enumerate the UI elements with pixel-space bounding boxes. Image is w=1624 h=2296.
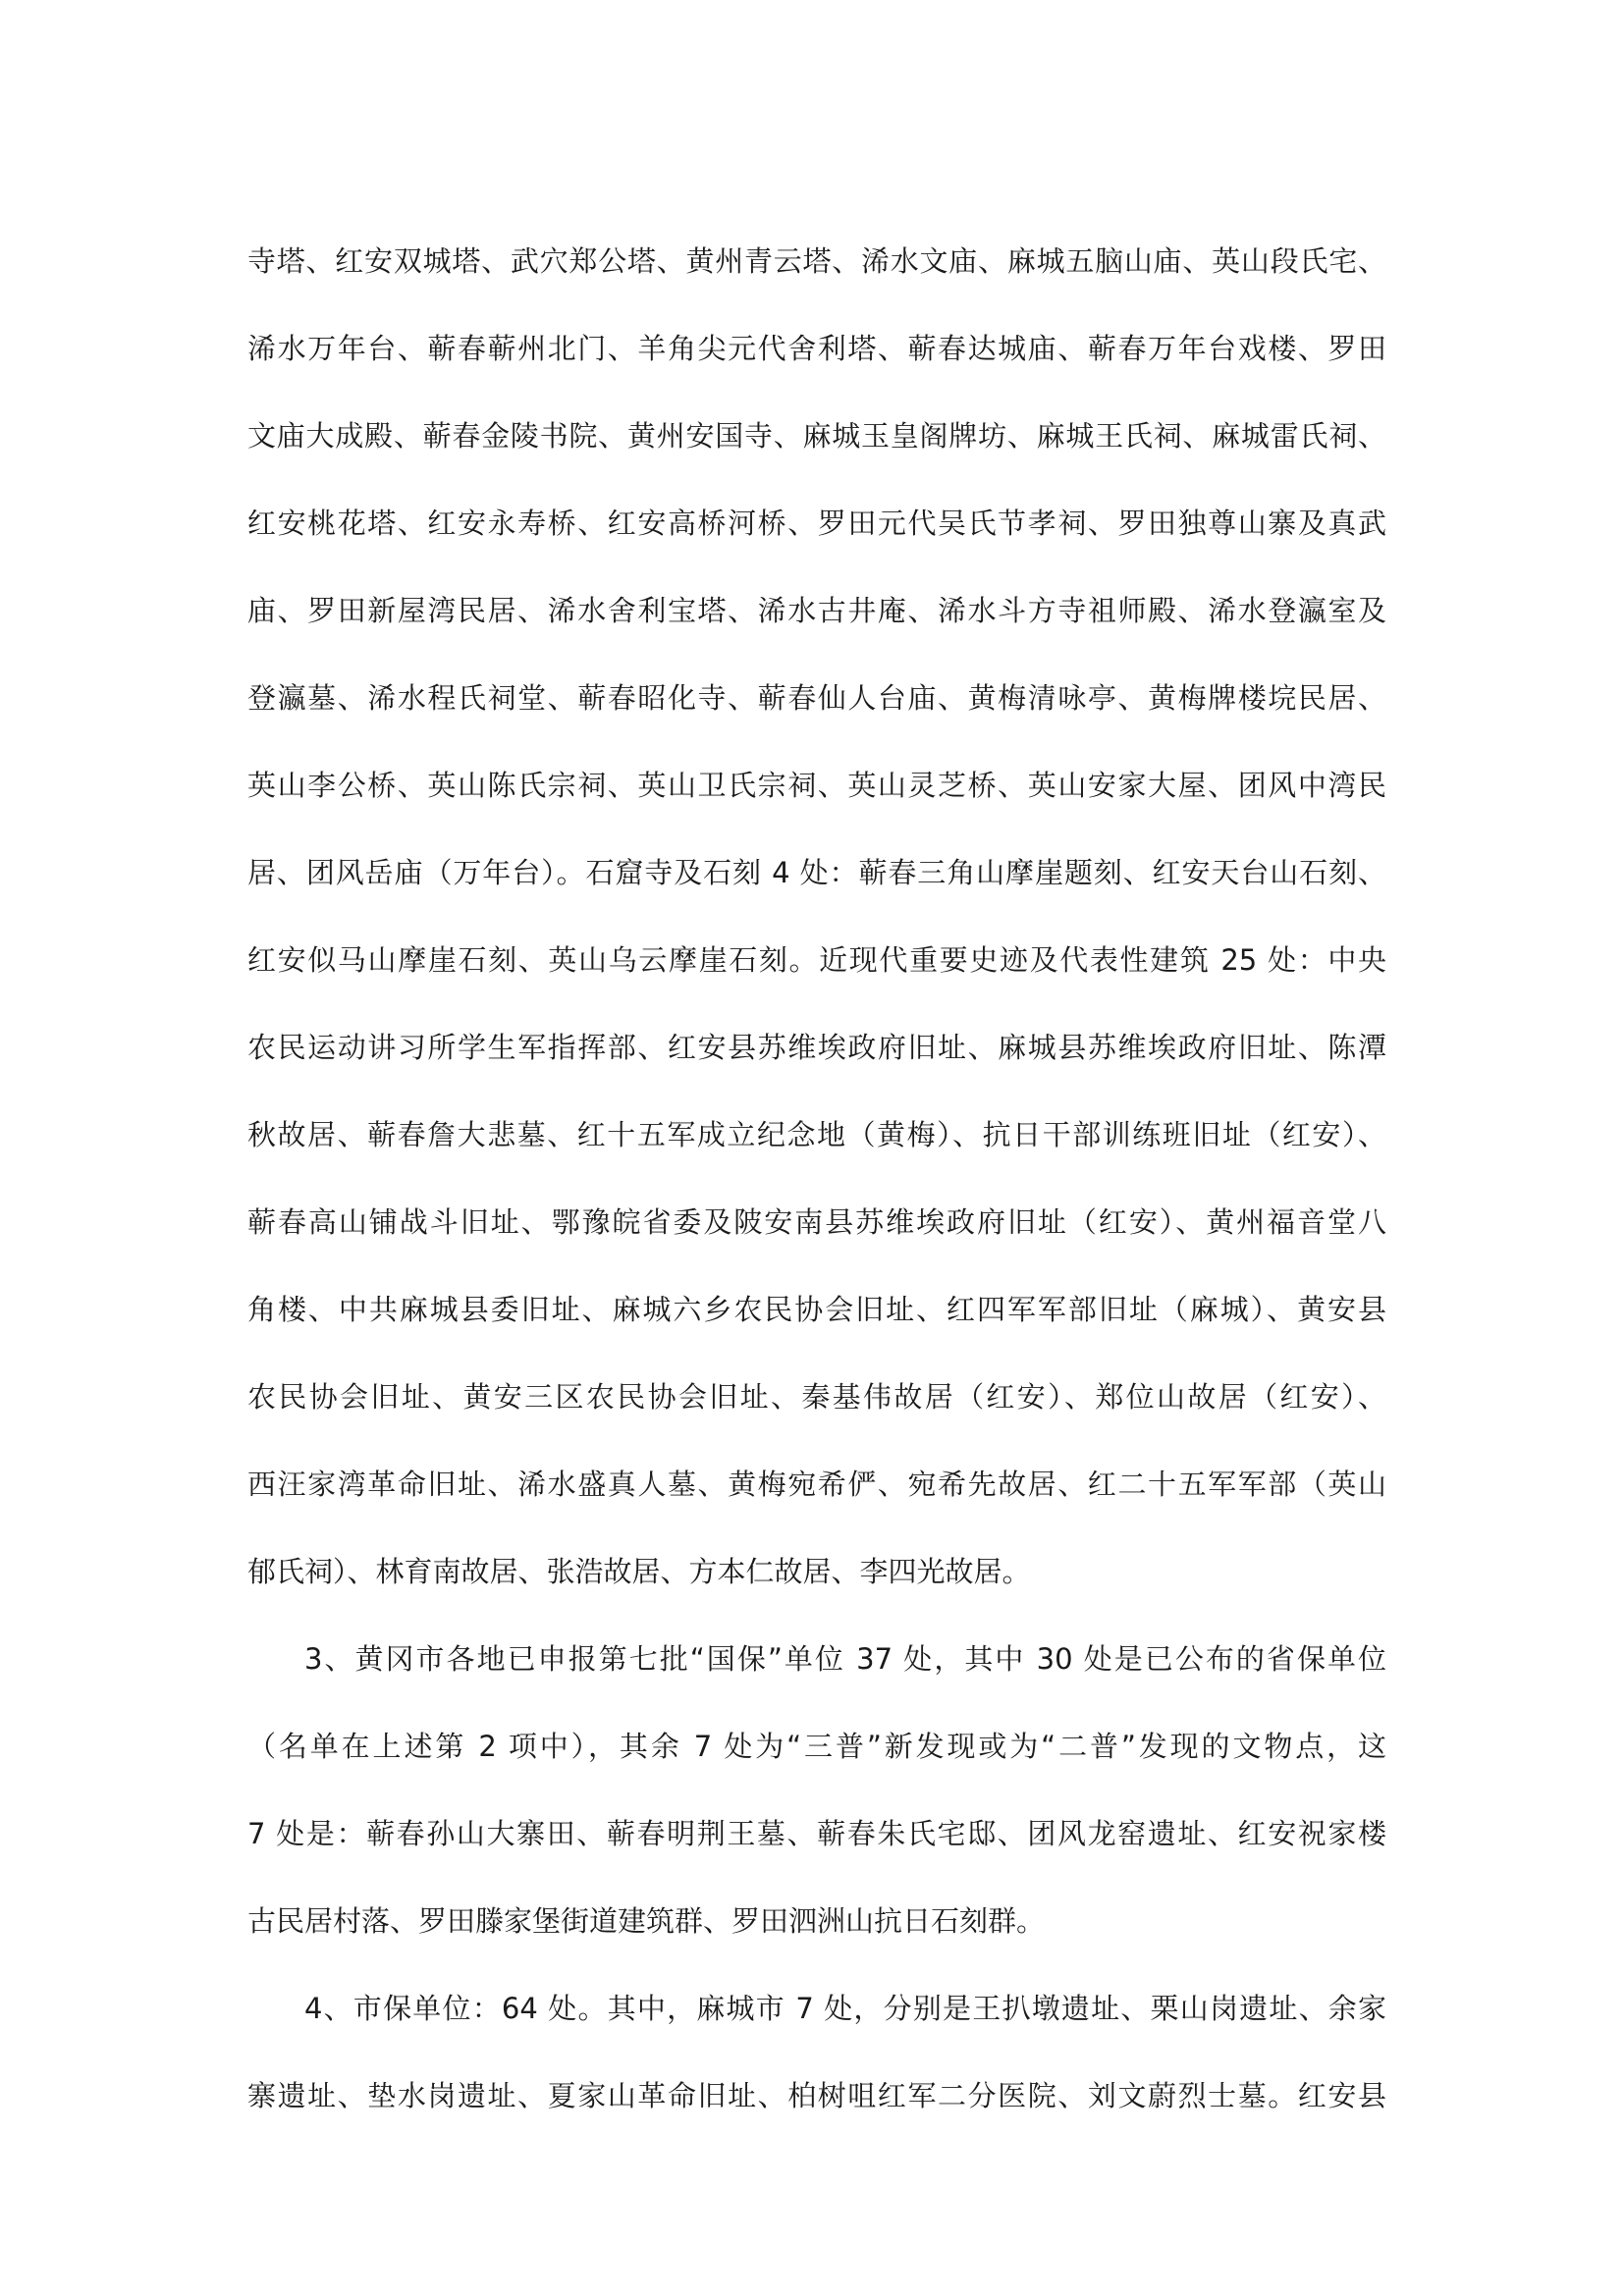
text-line: 红安桃花塔、红安永寿桥、红安高桥河桥、罗田元代吴氏节孝祠、罗田独尊山寨及真武 [247, 507, 1386, 540]
text-line: 3、黄冈市各地已申报第七批“国保”单位 37 处，其中 30 处是已公布的省保单位 [304, 1642, 1386, 1676]
paragraph-item-3 [247, 1616, 1386, 1965]
paragraph-item-4 [247, 1965, 1386, 2140]
text-line: 文庙大成殿、蕲春金陵书院、黄州安国寺、麻城玉皇阁牌坊、麻城王氏祠、麻城雷氏祠、 [247, 419, 1386, 453]
text-line: 秋故居、蕲春詹大悲墓、红十五军成立纪念地（黄梅）、抗日干部训练班旧址（红安）、 [247, 1118, 1386, 1151]
text-line: 寨遗址、垫水岗遗址、夏家山革命旧址、柏树咀红军二分医院、刘文蔚烈士墓。红安县 [247, 2079, 1386, 2112]
text-line: 西汪家湾革命旧址、浠水盛真人墓、黄梅宛希俨、宛希先故居、红二十五军军部（英山 [247, 1468, 1386, 1501]
text-line: 古民居村落、罗田滕家堡街道建筑群、罗田泗洲山抗日石刻群。 [247, 1904, 1046, 1938]
text-line: 庙、罗田新屋湾民居、浠水舍利宝塔、浠水古井庵、浠水斗方寺祖师殿、浠水登瀛室及 [247, 594, 1386, 627]
text-line: 7 处是：蕲春孙山大寨田、蕲春明荆王墓、蕲春朱氏宅邸、团风龙窑遗址、红安祝家楼 [247, 1817, 1386, 1850]
text-line: 郁氏祠）、林育南故居、张浩故居、方本仁故居、李四光故居。 [247, 1555, 1031, 1588]
text-line: 农民协会旧址、黄安三区农民协会旧址、秦基伟故居（红安）、郑位山故居（红安）、 [247, 1380, 1386, 1414]
text-line: （名单在上述第 2 项中），其余 7 处为“三普”新发现或为“二普”发现的文物点，这 [247, 1730, 1386, 1763]
text-line: 4、市保单位：64 处。其中，麻城市 7 处，分别是王扒墩遗址、栗山岗遗址、余家 [304, 1992, 1386, 2025]
document-body [247, 218, 1386, 2140]
paragraph-heritage-list [247, 218, 1386, 1616]
text-line: 居、团风岳庙（万年台）。石窟寺及石刻 4 处：蕲春三角山摩崖题刻、红安天台山石刻、 [247, 856, 1386, 889]
text-line: 登瀛墓、浠水程氏祠堂、蕲春昭化寺、蕲春仙人台庙、黄梅清咏亭、黄梅牌楼垸民居、 [247, 681, 1386, 715]
text-line: 角楼、中共麻城县委旧址、麻城六乡农民协会旧址、红四军军部旧址（麻城）、黄安县 [247, 1293, 1386, 1326]
text-line: 红安似马山摩崖石刻、英山乌云摩崖石刻。近现代重要史迹及代表性建筑 25 处：中央 [247, 943, 1386, 977]
text-line: 蕲春高山铺战斗旧址、鄂豫皖省委及陂安南县苏维埃政府旧址（红安）、黄州福音堂八 [247, 1205, 1386, 1239]
text-line: 寺塔、红安双城塔、武穴郑公塔、黄州青云塔、浠水文庙、麻城五脑山庙、英山段氏宅、 [247, 244, 1386, 278]
text-line: 农民运动讲习所学生军指挥部、红安县苏维埃政府旧址、麻城县苏维埃政府旧址、陈潭 [247, 1031, 1386, 1064]
text-line: 英山李公桥、英山陈氏宗祠、英山卫氏宗祠、英山灵芝桥、英山安家大屋、团风中湾民 [247, 769, 1386, 802]
text-line: 浠水万年台、蕲春蕲州北门、羊角尖元代舍利塔、蕲春达城庙、蕲春万年台戏楼、罗田 [247, 332, 1386, 365]
